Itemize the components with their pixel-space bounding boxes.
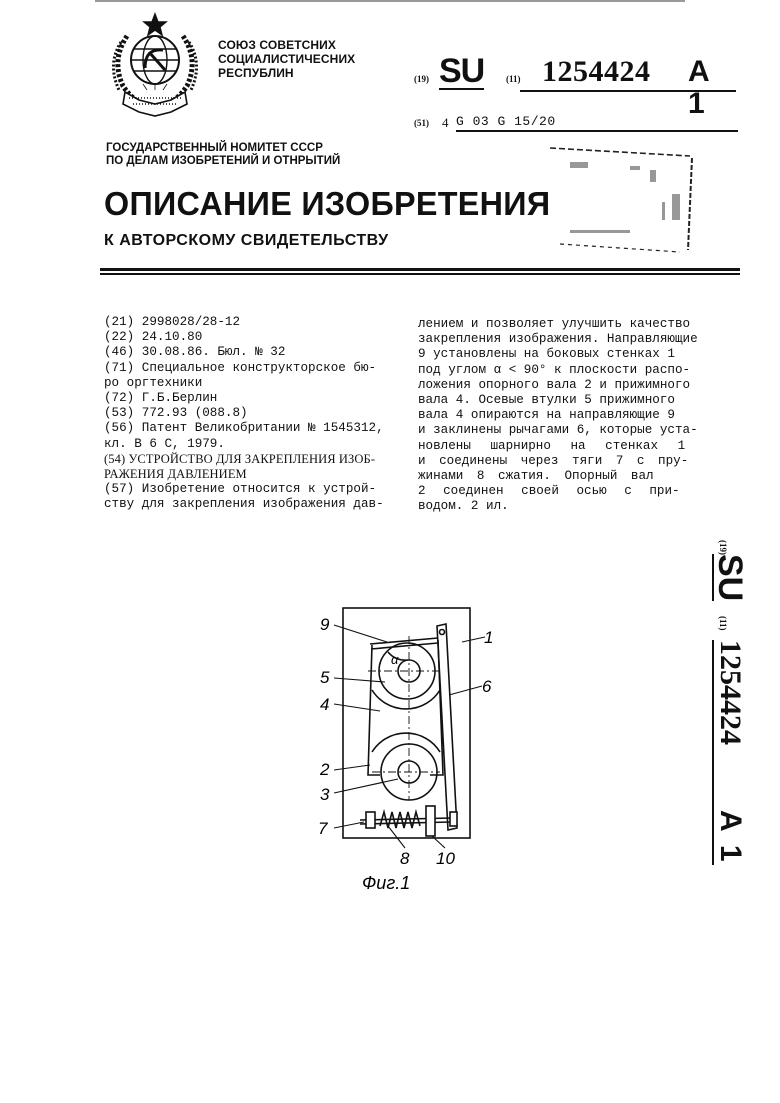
leader-9 xyxy=(334,625,387,642)
lever-pivot xyxy=(440,630,445,635)
patent-number-rule xyxy=(520,90,736,92)
label-7: 7 xyxy=(318,819,328,838)
side-patent-kind: A 1 xyxy=(714,810,746,865)
abstract-line: 2 соединен своей осью с при- xyxy=(418,484,698,499)
side-rule xyxy=(712,640,714,865)
side-country-code-label: (19) xyxy=(718,540,728,555)
label-2: 2 xyxy=(319,760,330,779)
leader-6 xyxy=(449,686,482,695)
side-patent-label xyxy=(712,540,746,870)
abstract-line: под углом α < 90° к плоскости распо- xyxy=(418,363,698,378)
lever-end xyxy=(450,812,457,826)
leader-4 xyxy=(334,704,380,711)
leader-8 xyxy=(388,826,405,848)
country-code-label: (19) xyxy=(414,74,429,84)
country-code: SU xyxy=(439,54,484,90)
union-line: СОЦИАЛИСТИЧЕСНИХ xyxy=(218,52,355,66)
leader-7 xyxy=(334,822,364,828)
biblio-line: (57) Изобретение относится к устрой- xyxy=(104,482,384,497)
header-rule-thin xyxy=(100,273,740,275)
lever-6 xyxy=(437,624,457,830)
abstract-line: и заклинены рычагами 6, которые уста- xyxy=(418,423,698,438)
document-subtitle: К АВТОРСКОМУ СВИДЕТЕЛЬСТВУ xyxy=(104,232,389,250)
abstract-line: жинами 8 сжатия. Опорный вал xyxy=(418,469,698,484)
abstract-line: и соединены через тяги 7 с пру- xyxy=(418,454,698,469)
label-1: 1 xyxy=(484,628,493,647)
abstract-line: ложения опорного вала 2 и прижимного xyxy=(418,378,698,393)
side-number-code-label: (11) xyxy=(718,616,728,631)
abstract-line: вала 4 опираются на направляющие 9 xyxy=(418,408,698,423)
leader-1 xyxy=(462,637,485,642)
label-3: 3 xyxy=(320,785,330,804)
ussr-emblem-icon xyxy=(105,12,205,120)
side-country-code: SU xyxy=(712,554,746,601)
patent-kind: A 1 xyxy=(688,56,734,120)
ipc-version: 4 xyxy=(442,115,449,131)
leader-5 xyxy=(334,678,385,682)
nut xyxy=(366,812,375,828)
abstract-line: водом. 2 ил. xyxy=(418,499,698,514)
abstract-text xyxy=(418,317,698,515)
label-8: 8 xyxy=(400,849,410,868)
biblio-line: (56) Патент Великобритании № 1545312, xyxy=(104,421,384,436)
ipc-code-label: (51) xyxy=(414,118,429,128)
label-4: 4 xyxy=(320,695,329,714)
figure-caption: Фиг.1 xyxy=(362,873,410,893)
union-line: СОЮЗ СОВЕТСНИХ xyxy=(218,38,355,52)
document-title: ОПИСАНИЕ ИЗОБРЕТЕНИЯ xyxy=(104,185,550,223)
biblio-line-title: (54) УСТРОЙСТВО ДЛЯ ЗАКРЕПЛЕНИЯ ИЗОБ- xyxy=(104,452,384,467)
spring-8 xyxy=(380,812,420,828)
union-line: РЕСПУБЛИН xyxy=(218,66,355,80)
committee-line: ГОСУДАРСТВЕННЫЙ НОМИТЕТ СССР xyxy=(106,142,340,155)
label-6: 6 xyxy=(482,677,492,696)
abstract-line: новлены шарнирно на стенках 1 xyxy=(418,439,698,454)
patent-number-line xyxy=(414,58,734,92)
ipc-class: G 03 G 15/20 xyxy=(456,114,556,129)
biblio-line: кл. В 6 С, 1979. xyxy=(104,437,384,452)
support-roller-2-arc xyxy=(372,733,440,752)
side-patent-number: 1254424 xyxy=(714,640,746,745)
biblio-line: (72) Г.Б.Берлин xyxy=(104,391,384,406)
committee-name xyxy=(106,142,340,168)
committee-line: ПО ДЕЛАМ ИЗОБРЕТЕНИЙ И ОТНРЫТИЙ xyxy=(106,155,340,168)
biblio-line-title: РАЖЕНИЯ ДАВЛЕНИЕМ xyxy=(104,467,384,482)
label-5: 5 xyxy=(320,668,330,687)
biblio-line: (71) Специальное конструкторское бю- xyxy=(104,361,384,376)
biblio-line: (46) 30.08.86. Бюл. № 32 xyxy=(104,345,384,360)
patent-number: 1254424 xyxy=(542,56,651,88)
leader-2 xyxy=(334,765,370,770)
abstract-line: 9 установлены на боковых стенках 1 xyxy=(418,347,698,362)
bibliographic-data xyxy=(104,315,384,513)
scan-edge xyxy=(95,0,685,2)
header-rule-thick xyxy=(100,268,740,271)
library-stamp-icon xyxy=(540,140,710,260)
label-10: 10 xyxy=(436,849,455,868)
ipc-rule xyxy=(456,130,738,132)
angle-label: α xyxy=(391,652,399,667)
number-code-label: (11) xyxy=(506,74,521,84)
biblio-line: ству для закрепления изображения дав- xyxy=(104,497,384,512)
bracket-10 xyxy=(426,806,435,836)
label-9: 9 xyxy=(320,615,330,634)
biblio-line: (22) 24.10.80 xyxy=(104,330,384,345)
union-name xyxy=(218,38,355,80)
abstract-line: закрепления изображения. Направляющие xyxy=(418,332,698,347)
biblio-line: (53) 772.93 (088.8) xyxy=(104,406,384,421)
figure-1-drawing xyxy=(300,600,510,900)
biblio-line: (21) 2998028/28-12 xyxy=(104,315,384,330)
biblio-line: ро оргтехники xyxy=(104,376,384,391)
abstract-line: лением и позволяет улучшить качество xyxy=(418,317,698,332)
abstract-line: вала 4. Осевые втулки 5 прижимного xyxy=(418,393,698,408)
